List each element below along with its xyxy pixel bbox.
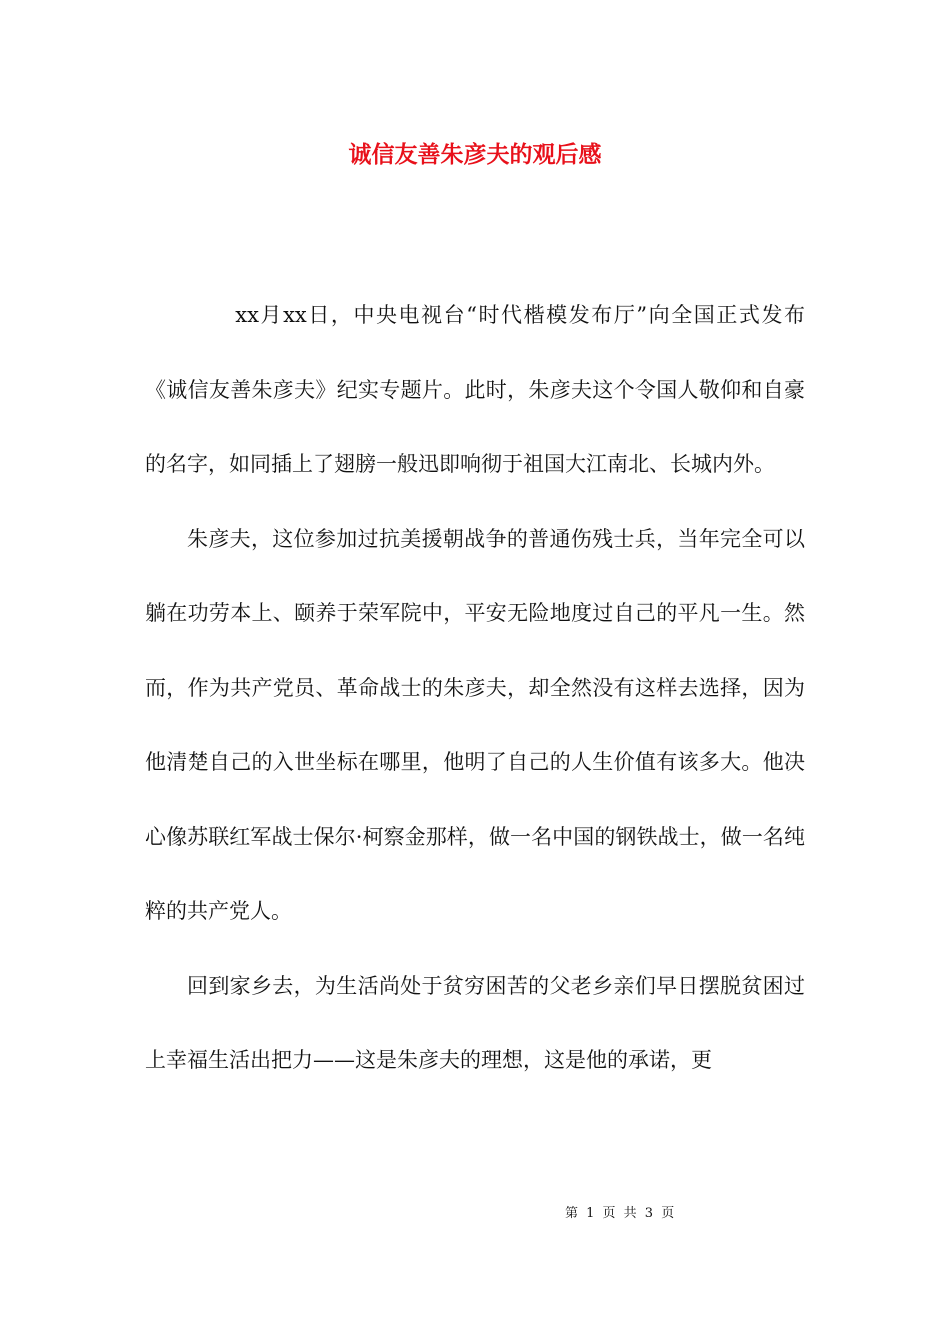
document-title: 诚信友善朱彦夫的观后感: [348, 141, 602, 168]
paragraph-2: 朱彦夫，这位参加过抗美援朝战争的普通伤残士兵，当年完全可以躺在功劳本上、颐养于荣军院中，平安无险地度过自己的平凡一生。然而，作为共产党员、革命战士的朱彦夫，却全然没有这样去选择，因为他清楚自己的入世坐标在哪里，他明了自己的人生价值有该多大。他决心像苏联红军战士保尔·柯察金那样，做一名中国的钢铁战士，做一名纯粹的共产党人。: [145, 526, 805, 923]
paragraph-3: 回到家乡去，为生活尚处于贫穷困苦的父老乡亲们早日摆脱贫困过上幸福生活出把力——这是朱彦夫的理想，这是他的承诺，更: [145, 973, 805, 1072]
page-number-footer: 第 1 页 共 3 页: [565, 1206, 675, 1221]
paragraph-1: xx月xx日，中央电视台“时代楷模发布厅”向全国正式发布《诚信友善朱彦夫》纪实专题片。此时，朱彦夫这个令国人敬仰和自豪的名字，如同插上了翅膀一般迅即响彻于祖国大江南北、长城内外。: [145, 303, 805, 476]
document-body: [145, 278, 805, 1098]
